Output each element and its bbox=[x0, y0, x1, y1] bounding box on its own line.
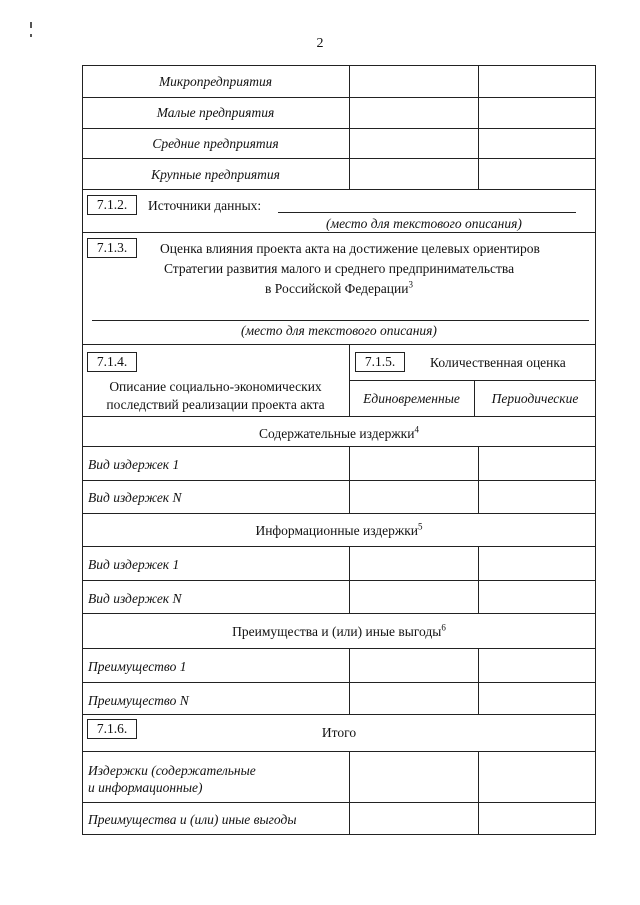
content-cost-row-n: Вид издержек N bbox=[88, 490, 182, 505]
size-row-micro: Микропредприятия bbox=[158, 74, 273, 89]
column-one-time: Единовременные bbox=[363, 391, 460, 406]
size-row-large: Крупные предприятия bbox=[151, 167, 280, 182]
section-number-715: 7.1.5. bbox=[355, 352, 405, 372]
total-costs-line1: Издержки (содержательные bbox=[88, 763, 256, 778]
benefit-row-n: Преимущество N bbox=[88, 693, 189, 708]
footnote-ref-5: 5 bbox=[418, 521, 423, 532]
socio-economic-line1: Описание социально-экономических bbox=[109, 379, 322, 394]
socio-economic-line2: последствий реализации проекта акта bbox=[106, 397, 325, 412]
content-costs-title: Содержательные издержки$^4$ bbox=[259, 424, 419, 441]
benefits-title: Преимущества и (или) иные выгоды$^6$ bbox=[232, 622, 446, 639]
section-number-714: 7.1.4. bbox=[87, 352, 137, 372]
footnote-ref-3: 3 bbox=[408, 279, 413, 290]
footnote-ref-6: 6 bbox=[441, 622, 446, 633]
content-cost-row-1: Вид издержек 1 bbox=[88, 457, 180, 472]
info-cost-row-1: Вид издержек 1 bbox=[88, 557, 180, 572]
data-sources-label: Источники данных: bbox=[148, 198, 262, 213]
section-number-713: 7.1.3. bbox=[87, 238, 137, 258]
data-sources-underline bbox=[278, 212, 576, 213]
footnote-ref-4: 4 bbox=[414, 424, 419, 435]
quantitative-assessment-label: Количественная оценка bbox=[430, 355, 566, 370]
total-benefits: Преимущества и (или) иные выгоды bbox=[88, 812, 297, 827]
column-periodic: Периодические bbox=[491, 391, 579, 406]
strategy-impact-line2: Стратегии развития малого и среднего предпринимательства bbox=[163, 261, 515, 276]
section-number-712: 7.1.2. bbox=[87, 195, 137, 215]
size-row-medium: Средние предприятия bbox=[152, 136, 279, 151]
size-row-small: Малые предприятия bbox=[156, 105, 275, 120]
info-costs-title: Информационные издержки$^5$ bbox=[255, 521, 423, 538]
info-cost-row-n: Вид издержек N bbox=[88, 591, 182, 606]
strategy-impact-placeholder: (место для текстового описания) bbox=[241, 323, 437, 338]
total-title: Итого bbox=[321, 725, 357, 740]
strategy-impact-line1: Оценка влияния проекта акта на достижение целевых ориентиров bbox=[160, 241, 540, 256]
page-number: 2 bbox=[316, 36, 324, 51]
total-costs-line2: и информационные) bbox=[88, 780, 203, 795]
strategy-impact-underline bbox=[92, 320, 589, 321]
strategy-impact-line3: в Российской Федерации$^3$ bbox=[265, 279, 413, 296]
data-sources-placeholder: (место для текстового описания) bbox=[326, 216, 522, 231]
benefit-row-1: Преимущество 1 bbox=[88, 659, 187, 674]
section-number-716: 7.1.6. bbox=[87, 719, 137, 739]
